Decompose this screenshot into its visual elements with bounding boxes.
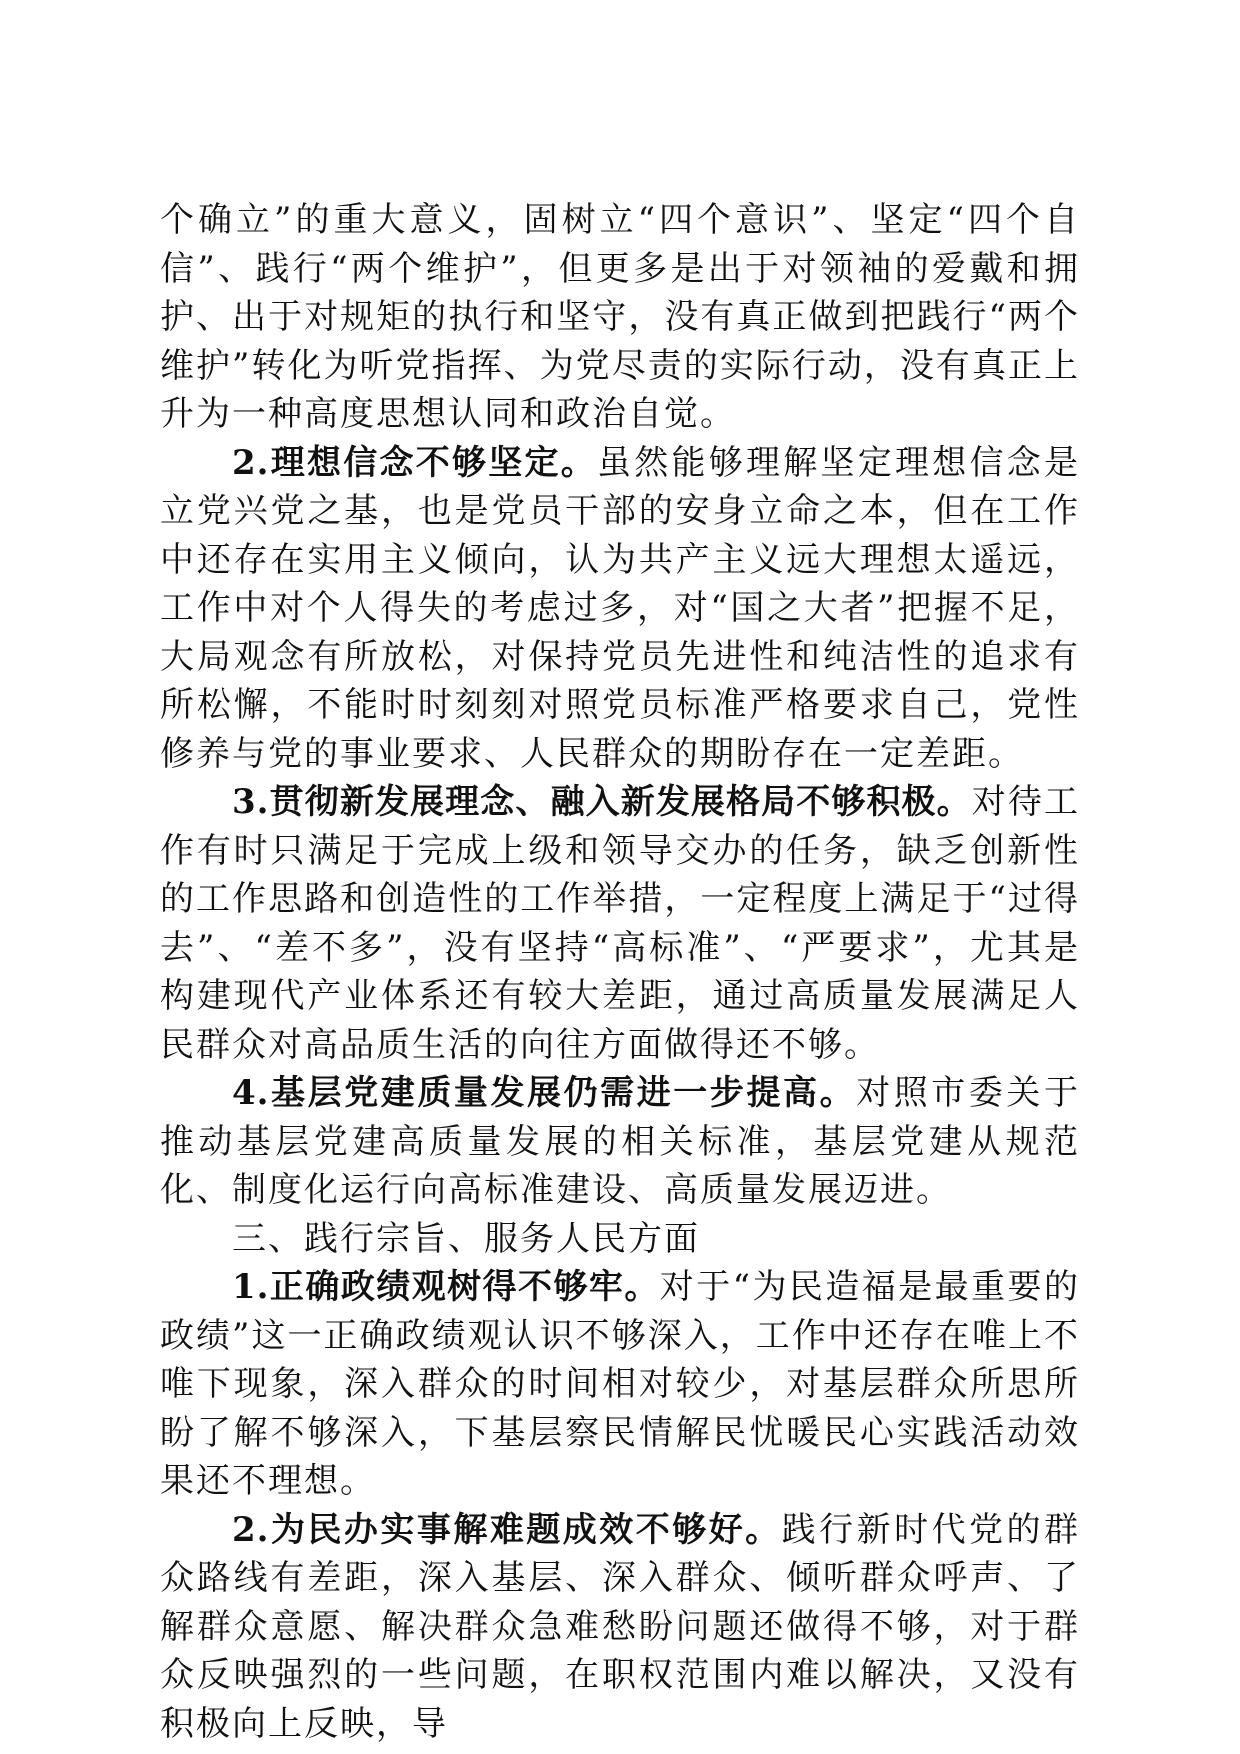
paragraph-text: 个确立”的重大意义，固树立“四个意识”、坚定“四个自信”、践行“两个维护”，但更多是出于对领袖的爱戴和拥护、出于对规矩的执行和坚守，没有真正做到把践行“两个维护”转化为听党指挥、为党尽责的实际行动，没有真正上升为一种高度思想认同和政治自觉。	[160, 200, 1080, 434]
paragraph-party-building	[160, 1069, 1080, 1215]
paragraph-text: 践行新时代党的群众路线有差距，深入基层、深入群众、倾听群众呼声、了解群众意愿、解决群众急难愁盼问题还做得不够，对于群众反映强烈的一些问题，在职权范围内难以解决，又没有积极向上反映，导	[160, 1509, 1080, 1744]
document-page	[160, 196, 1080, 1748]
paragraph-text: 对照市委关于推动基层党建高质量发展的相关标准，基层党建从规范化、制度化运行向高标准建设、高质量发展迈进。	[160, 1073, 1080, 1210]
paragraph-continued	[160, 196, 1080, 439]
section-heading-3	[160, 1215, 1080, 1264]
paragraph-practical	[160, 1506, 1080, 1749]
paragraph-lead: 2.理想信念不够坚定。	[232, 442, 597, 483]
paragraph-performance	[160, 1263, 1080, 1506]
section-heading-text: 三、践行宗旨、服务人民方面	[232, 1218, 700, 1259]
paragraph-lead: 3.贯彻新发展理念、融入新发展格局不够积极。	[232, 782, 972, 822]
paragraph-development	[160, 778, 1080, 1069]
paragraph-lead: 4.基层党建质量发展仍需进一步提高。	[232, 1073, 857, 1113]
paragraph-text: 对于“为民造福是最重要的政绩”这一正确政绩观认识不够深入，工作中还存在唯上不唯下现象，深入群众的时间相对较少，对基层群众所思所盼了解不够深入，下基层察民情解民忧暖民心实践活动效果还不理想。	[160, 1267, 1080, 1501]
paragraph-text: 虽然能够理解坚定理想信念是立党兴党之基，也是党员干部的安身立命之本，但在工作中还存在实用主义倾向，认为共产主义远大理想太遥远，工作中对个人得失的考虑过多，对“国之大者”把握不足，大局观念有所放松，对保持党员先进性和纯洁性的追求有所松懈，不能时时刻刻对照党员标准严格要求自己，党性修养与党的事业要求、人民群众的期盼存在一定差距。	[160, 442, 1080, 774]
paragraph-ideals	[160, 439, 1080, 779]
paragraph-lead: 2.为民办实事解难题成效不够好。	[232, 1509, 782, 1550]
paragraph-lead: 1.正确政绩观树得不够牢。	[232, 1267, 660, 1307]
paragraph-text: 对待工作有时只满足于完成上级和领导交办的任务，缺乏创新性的工作思路和创造性的工作举措，一定程度上满足于“过得去”、“差不多”，没有坚持“高标准”、“严要求”，尤其是构建现代产业体系还有较大差距，通过高质量发展满足人民群众对高品质生活的向往方面做得还不够。	[160, 782, 1080, 1065]
